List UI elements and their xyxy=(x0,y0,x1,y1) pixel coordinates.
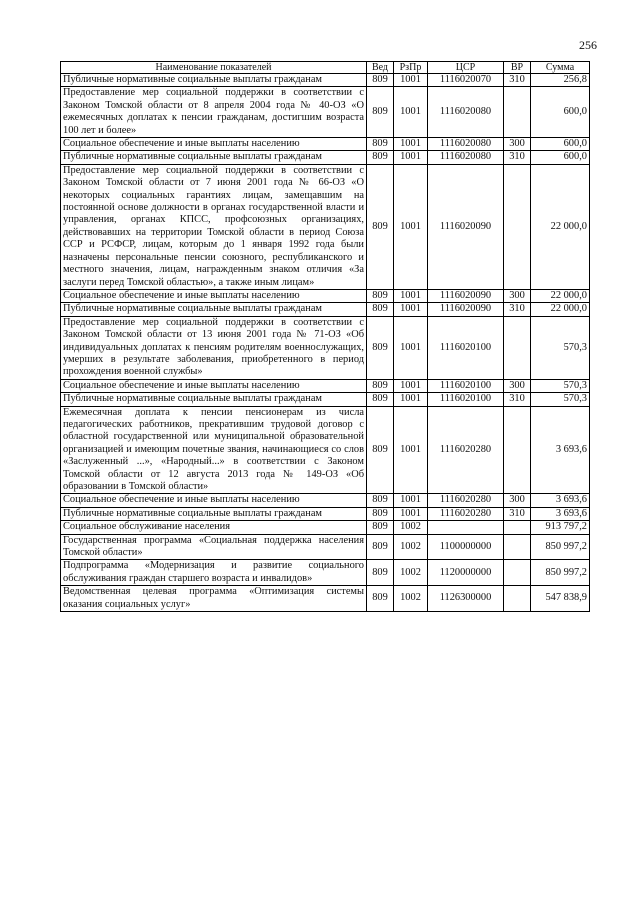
row-ved: 809 xyxy=(367,494,394,507)
row-ved: 809 xyxy=(367,138,394,151)
table-row xyxy=(61,507,590,520)
row-sum: 850 997,2 xyxy=(531,534,590,560)
table-row xyxy=(61,379,590,392)
row-csr: 1116020090 xyxy=(428,303,504,316)
row-rzpr: 1001 xyxy=(394,406,428,494)
row-sum: 600,0 xyxy=(531,138,590,151)
table-row xyxy=(61,393,590,406)
row-vr: 300 xyxy=(504,494,531,507)
row-sum: 850 997,2 xyxy=(531,560,590,586)
row-csr: 1116020090 xyxy=(428,164,504,289)
row-ved: 809 xyxy=(367,316,394,379)
row-ved: 809 xyxy=(367,560,394,586)
row-csr: 1116020100 xyxy=(428,316,504,379)
row-name: Социальное обеспечение и иные выплаты населению xyxy=(61,289,367,302)
row-vr: 310 xyxy=(504,74,531,87)
row-sum: 256,8 xyxy=(531,74,590,87)
row-rzpr: 1001 xyxy=(394,316,428,379)
row-name: Ведомственная целевая программа «Оптимизация системы оказания социальных услуг» xyxy=(61,586,367,612)
row-name: Публичные нормативные социальные выплаты гражданам xyxy=(61,74,367,87)
row-rzpr: 1001 xyxy=(394,164,428,289)
row-csr: 1116020080 xyxy=(428,87,504,138)
table-header-row xyxy=(61,62,590,74)
row-name: Социальное обеспечение и иные выплаты населению xyxy=(61,138,367,151)
table-row xyxy=(61,494,590,507)
row-rzpr: 1002 xyxy=(394,534,428,560)
row-sum: 600,0 xyxy=(531,87,590,138)
row-ved: 809 xyxy=(367,393,394,406)
row-csr: 1116020080 xyxy=(428,138,504,151)
row-csr: 1116020280 xyxy=(428,406,504,494)
table-row xyxy=(61,74,590,87)
header-csr: ЦСР xyxy=(428,62,504,74)
row-vr xyxy=(504,521,531,534)
row-rzpr: 1001 xyxy=(394,507,428,520)
row-sum: 3 693,6 xyxy=(531,494,590,507)
row-sum: 547 838,9 xyxy=(531,586,590,612)
row-csr: 1116020100 xyxy=(428,379,504,392)
table-row xyxy=(61,303,590,316)
row-name: Публичные нормативные социальные выплаты гражданам xyxy=(61,303,367,316)
row-sum: 3 693,6 xyxy=(531,507,590,520)
row-rzpr: 1001 xyxy=(394,303,428,316)
row-csr: 1116020100 xyxy=(428,393,504,406)
row-sum: 22 000,0 xyxy=(531,289,590,302)
table-row xyxy=(61,289,590,302)
budget-table xyxy=(60,61,590,612)
header-ved: Вед xyxy=(367,62,394,74)
row-csr: 1116020070 xyxy=(428,74,504,87)
row-rzpr: 1001 xyxy=(394,74,428,87)
table-row xyxy=(61,406,590,494)
header-vr: ВР xyxy=(504,62,531,74)
row-sum: 600,0 xyxy=(531,151,590,164)
row-ved: 809 xyxy=(367,586,394,612)
row-csr: 1116020280 xyxy=(428,507,504,520)
row-name: Подпрограмма «Модернизация и развитие социального обслуживания граждан старшего возраста и инвалидов» xyxy=(61,560,367,586)
row-sum: 570,3 xyxy=(531,379,590,392)
row-ved: 809 xyxy=(367,521,394,534)
row-ved: 809 xyxy=(367,406,394,494)
row-name: Государственная программа «Социальная поддержка населения Томской области» xyxy=(61,534,367,560)
table-row xyxy=(61,87,590,138)
row-vr xyxy=(504,406,531,494)
row-vr: 310 xyxy=(504,393,531,406)
row-vr xyxy=(504,534,531,560)
row-vr: 310 xyxy=(504,303,531,316)
header-name: Наименование показателей xyxy=(61,62,367,74)
row-sum: 22 000,0 xyxy=(531,164,590,289)
row-vr xyxy=(504,586,531,612)
row-vr: 310 xyxy=(504,507,531,520)
table-row xyxy=(61,138,590,151)
row-csr xyxy=(428,521,504,534)
row-ved: 809 xyxy=(367,151,394,164)
row-csr: 1120000000 xyxy=(428,560,504,586)
table-row xyxy=(61,560,590,586)
row-vr: 300 xyxy=(504,289,531,302)
row-csr: 1116020090 xyxy=(428,289,504,302)
row-rzpr: 1001 xyxy=(394,151,428,164)
row-ved: 809 xyxy=(367,74,394,87)
row-vr xyxy=(504,316,531,379)
row-name: Публичные нормативные социальные выплаты гражданам xyxy=(61,507,367,520)
row-rzpr: 1002 xyxy=(394,521,428,534)
row-sum: 570,3 xyxy=(531,393,590,406)
row-csr: 1116020080 xyxy=(428,151,504,164)
row-ved: 809 xyxy=(367,164,394,289)
row-rzpr: 1001 xyxy=(394,494,428,507)
row-rzpr: 1001 xyxy=(394,87,428,138)
table-row xyxy=(61,151,590,164)
row-csr: 1100000000 xyxy=(428,534,504,560)
row-rzpr: 1001 xyxy=(394,138,428,151)
row-name: Предоставление мер социальной поддержки в соответствии с Законом Томской области от 8 апреля 2004 года № 40-ОЗ «О ежемесячных доплатах к пенсии гражданам, достигшим возраста 100 лет и более» xyxy=(61,87,367,138)
row-sum: 570,3 xyxy=(531,316,590,379)
row-ved: 809 xyxy=(367,87,394,138)
header-sum: Сумма xyxy=(531,62,590,74)
row-vr: 310 xyxy=(504,151,531,164)
row-rzpr: 1001 xyxy=(394,379,428,392)
header-rzpr: РзПр xyxy=(394,62,428,74)
row-vr xyxy=(504,87,531,138)
row-ved: 809 xyxy=(367,507,394,520)
row-name: Публичные нормативные социальные выплаты гражданам xyxy=(61,151,367,164)
table-row xyxy=(61,316,590,379)
table-row xyxy=(61,586,590,612)
row-name: Социальное обеспечение и иные выплаты населению xyxy=(61,494,367,507)
row-ved: 809 xyxy=(367,379,394,392)
table-row xyxy=(61,521,590,534)
row-vr: 300 xyxy=(504,379,531,392)
table-row xyxy=(61,164,590,289)
row-vr xyxy=(504,560,531,586)
row-ved: 809 xyxy=(367,289,394,302)
row-sum: 3 693,6 xyxy=(531,406,590,494)
row-rzpr: 1002 xyxy=(394,586,428,612)
table-row xyxy=(61,534,590,560)
row-ved: 809 xyxy=(367,303,394,316)
row-ved: 809 xyxy=(367,534,394,560)
row-sum: 22 000,0 xyxy=(531,303,590,316)
row-name: Предоставление мер социальной поддержки в соответствии с Законом Томской области от 13 июня 2001 года № 71-ОЗ «Об индивидуальных доплатах к пенсиям родителям военнослужащих, умерших в результате заболевания, приобретенного в период прохождения военной службы» xyxy=(61,316,367,379)
row-name: Социальное обеспечение и иные выплаты населению xyxy=(61,379,367,392)
row-name: Ежемесячная доплата к пенсии пенсионерам из числа педагогических работников, прекратившим трудовой договор с областной государственной или муниципальной образовательной организацией и имеющим почетные звания, начинающиеся со слов «Заслуженный ...», «Народный...» в соответствии с Законом Томской области от 12 августа 2013 года № 149-ОЗ «Об образовании в Томской области» xyxy=(61,406,367,494)
row-name: Предоставление мер социальной поддержки в соответствии с Законом Томской области от 7 июня 2001 года № 66-ОЗ «О некоторых социальных гарантиях лицам, замещавшим на постоянной основе должности в органах государственной власти и управления, органах КПСС, профсоюзных организациях, действовавших на территории Томской области в период Союза ССР и РСФСР, лицам, которым до 1 января 1992 года были назначены персональные пенсии союзного, республиканского и местного значения, лицам, награжденным знаком отличия «За заслуги перед Томской областью», а также иным лицам» xyxy=(61,164,367,289)
row-name: Социальное обслуживание населения xyxy=(61,521,367,534)
row-vr xyxy=(504,164,531,289)
row-name: Публичные нормативные социальные выплаты гражданам xyxy=(61,393,367,406)
row-csr: 1126300000 xyxy=(428,586,504,612)
row-rzpr: 1002 xyxy=(394,560,428,586)
row-csr: 1116020280 xyxy=(428,494,504,507)
page-number: 256 xyxy=(579,38,597,52)
row-sum: 913 797,2 xyxy=(531,521,590,534)
row-rzpr: 1001 xyxy=(394,393,428,406)
row-rzpr: 1001 xyxy=(394,289,428,302)
row-vr: 300 xyxy=(504,138,531,151)
